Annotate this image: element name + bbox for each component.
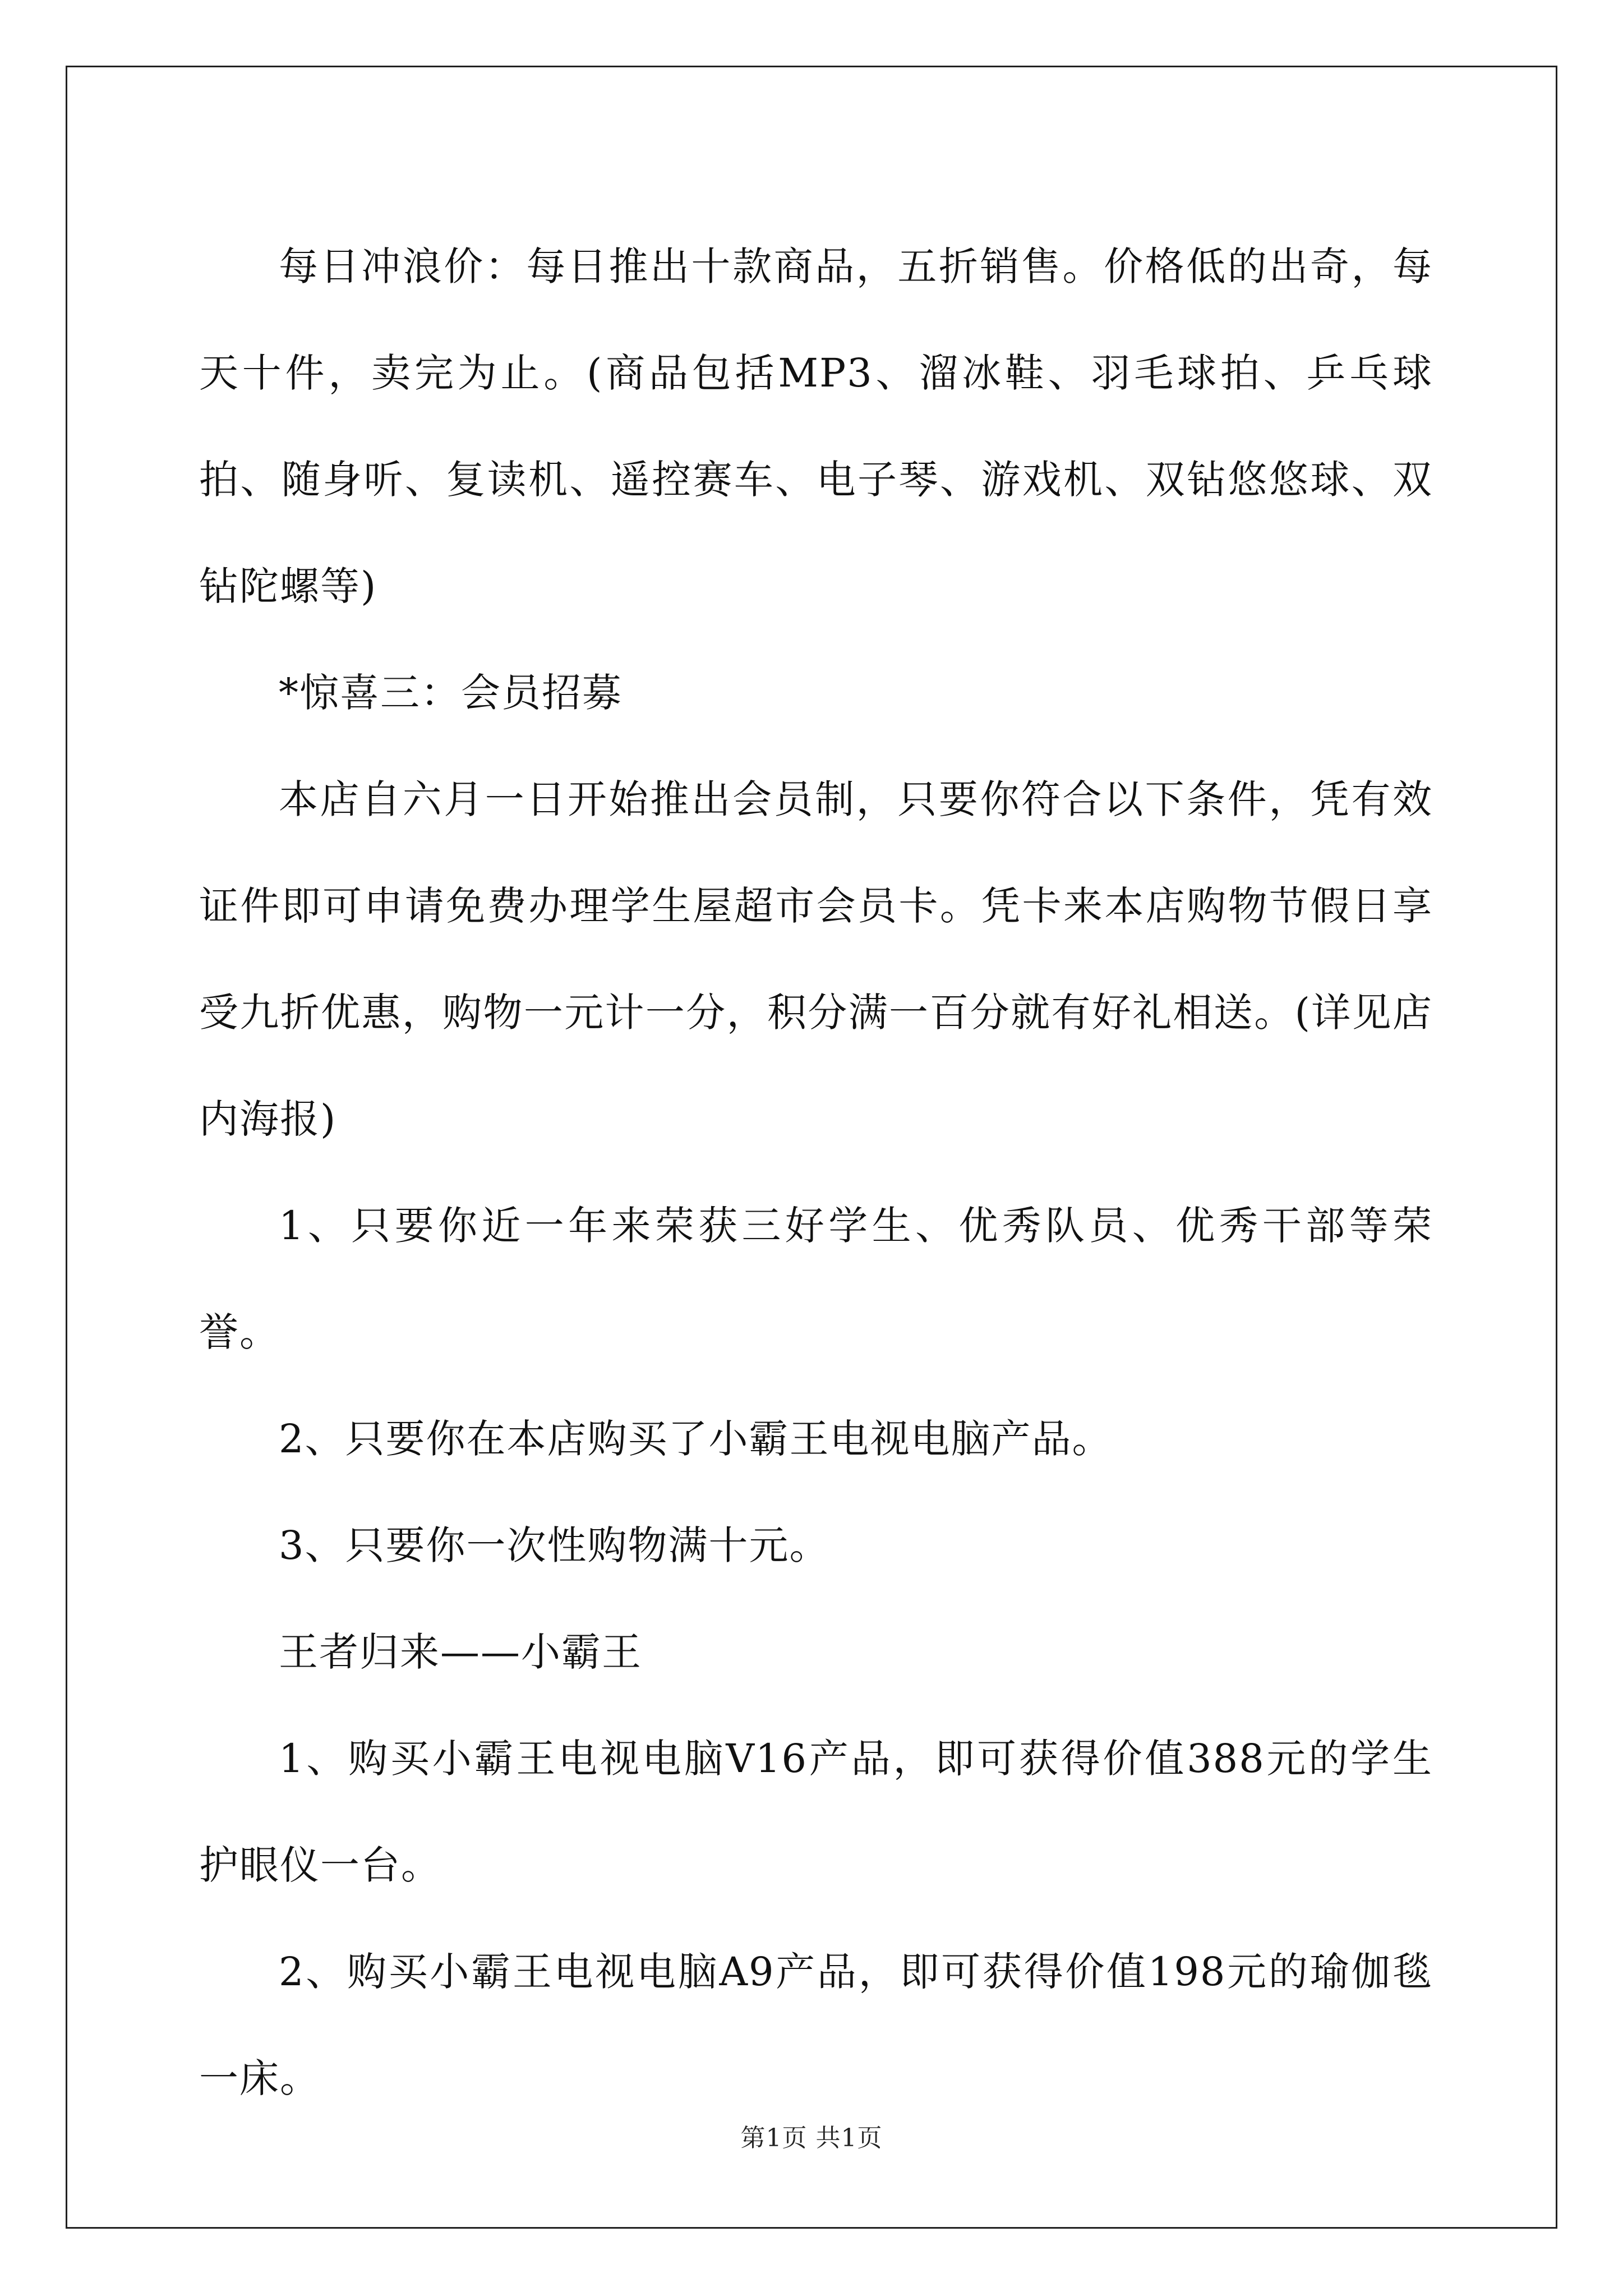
page-footer: 第1页 共1页: [740, 2124, 883, 2152]
paragraph-membership: 本店自六月一日开始推出会员制，只要你符合以下条件，凭有效证件即可申请免费办理学生屋超市会员卡。凭卡来本店购物节假日享受九折优惠，购物一元计一分，积分满一百分就有好礼相送。(详见店内海报): [199, 776, 1433, 1142]
document-body: [199, 213, 1433, 2132]
list-item-condition-2: 2、只要你在本店购买了小霸王电视电脑产品。: [279, 1416, 1113, 1462]
list-item-offer-2: 2、购买小霸王电视电脑A9产品，即可获得价值198元的瑜伽毯一床。: [199, 1949, 1433, 2101]
heading-king-returns: 王者归来——小霸王: [279, 1629, 642, 1675]
heading-surprise-three: *惊喜三：会员招募: [279, 670, 623, 716]
list-item-offer-1: 1、购买小霸王电视电脑V16产品，即可获得价值388元的学生护眼仪一台。: [199, 1736, 1433, 1888]
list-item-condition-3: 3、只要你一次性购物满十元。: [279, 1522, 830, 1568]
paragraph-daily-surf-price: 每日冲浪价：每日推出十款商品，五折销售。价格低的出奇，每天十件，卖完为止。(商品包括MP3、溜冰鞋、羽毛球拍、乒乓球拍、随身听、复读机、遥控赛车、电子琴、游戏机、双钻悠悠球、双钻陀螺等): [199, 243, 1433, 609]
list-item-condition-1: 1、只要你近一年来荣获三好学生、优秀队员、优秀干部等荣誉。: [199, 1203, 1433, 1355]
